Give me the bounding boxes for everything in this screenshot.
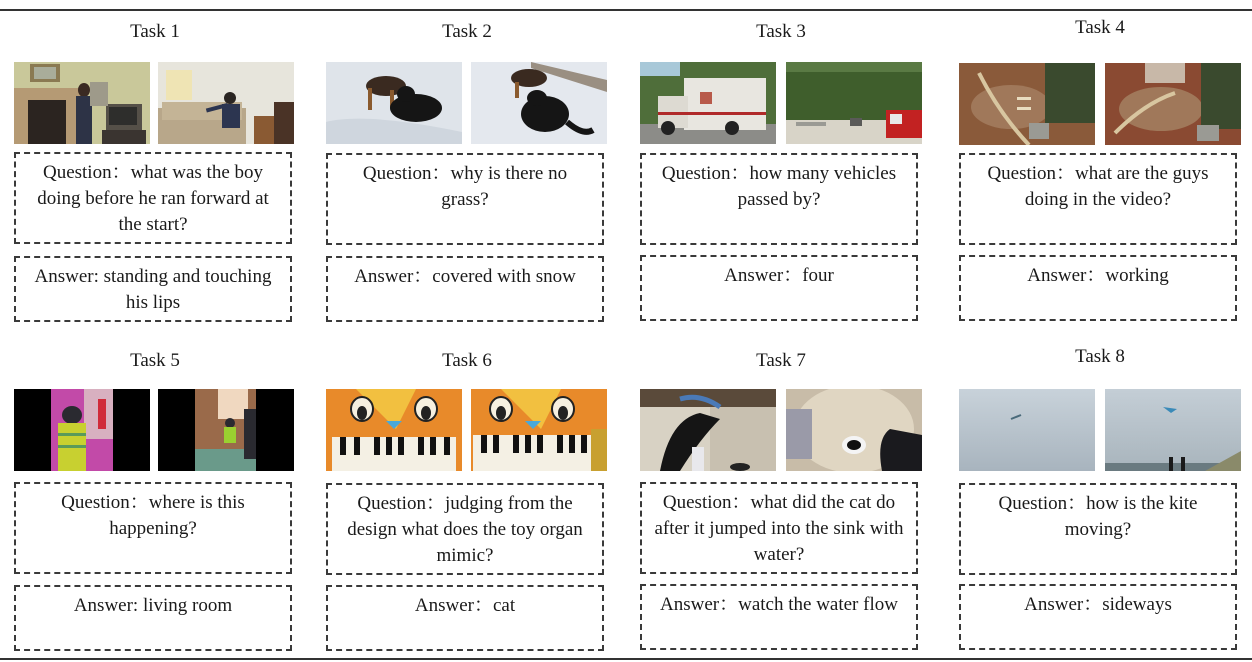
- question-box: [959, 153, 1237, 245]
- task-title: Task 7: [756, 350, 806, 371]
- answer-text: Answer：working: [1027, 265, 1169, 286]
- answer-text: Answer：covered with snow: [354, 266, 576, 287]
- video-frame-living-room-boy-running: [158, 62, 294, 144]
- question-box: [14, 482, 292, 574]
- answer-text: Answer：cat: [414, 595, 516, 616]
- video-frame-living-room-boy-standing: [14, 62, 150, 144]
- answer-box: [640, 584, 918, 650]
- video-frame-cat-in-sink-2: [786, 389, 922, 471]
- answer-box: [14, 585, 292, 651]
- task-panel-6: [326, 330, 608, 660]
- video-frame-child-in-room-1: [14, 389, 150, 471]
- task-title: Task 2: [442, 21, 492, 42]
- video-frame-cat-in-sink-1: [640, 389, 776, 471]
- answer-text: Answer: living room: [73, 595, 233, 616]
- answer-box: [326, 585, 604, 651]
- bottom-rule: [0, 658, 1252, 660]
- video-frame-child-in-room-2: [158, 389, 294, 471]
- question-text: Question：what was the boy doing before he ran forward at the start?: [37, 162, 269, 235]
- video-frame-men-working-wood-2: [1105, 63, 1241, 145]
- answer-box: [640, 255, 918, 321]
- task-title: Task 6: [442, 350, 492, 371]
- video-frame-kite-over-beach-2: [1105, 389, 1241, 471]
- question-box: [640, 482, 918, 574]
- video-frame-kite-in-sky-1: [959, 389, 1095, 471]
- task-title: Task 5: [130, 350, 180, 371]
- task-title: Task 4: [1075, 17, 1125, 38]
- video-frame-men-working-wood-1: [959, 63, 1095, 145]
- video-frame-ambulance-on-street: [640, 62, 776, 144]
- answer-text: Answer：four: [724, 265, 834, 286]
- task-title: Task 8: [1075, 346, 1125, 367]
- task-panel-1: [14, 0, 296, 330]
- task-panel-3: [640, 0, 922, 330]
- question-text: Question：judging from the design what does the toy organ mimic?: [347, 493, 583, 566]
- task-panel-8: [959, 330, 1241, 660]
- answer-box: [959, 255, 1237, 321]
- video-frame-dogs-in-snow-2: [471, 62, 607, 144]
- video-frame-dogs-in-snow-1: [326, 62, 462, 144]
- answer-text: Answer：watch the water flow: [660, 594, 898, 615]
- task-title: Task 3: [756, 21, 806, 42]
- video-frame-cat-toy-piano-2: [471, 389, 607, 471]
- question-text: Question：how many vehicles passed by?: [661, 163, 897, 210]
- question-box: [326, 483, 604, 575]
- question-box: [640, 153, 918, 245]
- answer-text: Answer：sideways: [1024, 594, 1172, 615]
- question-text: Question：what did the cat do after it jumped into the sink with water?: [654, 492, 904, 565]
- question-box: [959, 483, 1237, 575]
- question-box: [326, 153, 604, 245]
- question-text: Question：how is the kite moving?: [998, 493, 1198, 540]
- task-title: Task 1: [130, 21, 180, 42]
- task-panel-4: [959, 0, 1241, 330]
- question-text: Question：what are the guys doing in the video?: [987, 163, 1209, 210]
- task-panel-5: [14, 330, 296, 660]
- question-text: Question：why is there no grass?: [362, 163, 568, 210]
- answer-text: Answer: standing and touching his lips: [34, 266, 272, 313]
- video-frame-fire-truck-on-street: [786, 62, 922, 144]
- task-panel-2: [326, 0, 608, 330]
- answer-box: [959, 584, 1237, 650]
- question-text: Question：where is this happening?: [61, 492, 245, 539]
- answer-box: [326, 256, 604, 322]
- answer-box: [14, 256, 292, 322]
- task-panel-7: [640, 330, 922, 660]
- question-box: [14, 152, 292, 244]
- video-frame-cat-toy-piano-1: [326, 389, 462, 471]
